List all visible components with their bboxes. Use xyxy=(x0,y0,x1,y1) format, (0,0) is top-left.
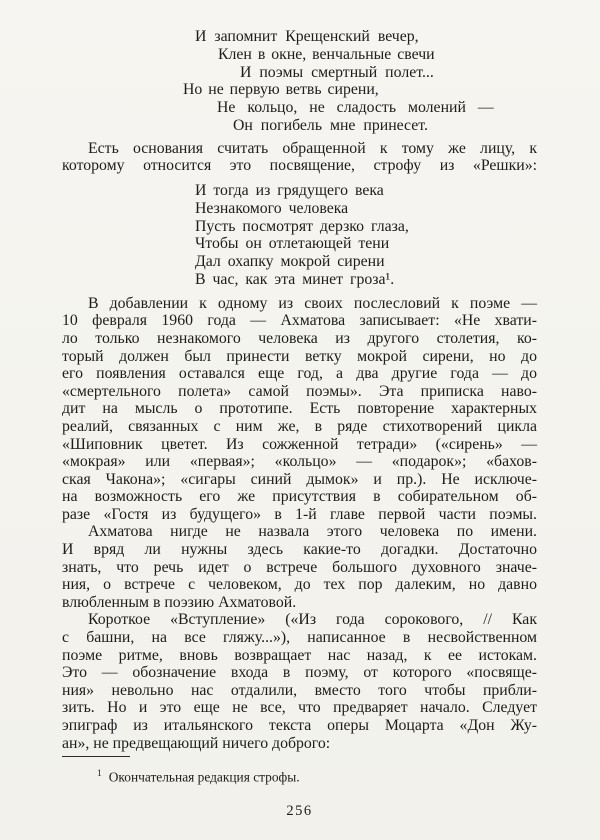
text-line: Но не первую ветвь сирени, xyxy=(183,81,379,99)
paragraph-4 xyxy=(62,611,537,752)
text-line: ан», не предвещающий ничего доброго: xyxy=(62,734,331,752)
text-line: ская Чакона»; «сигары синий дымок» и пр.). Не исключе- xyxy=(62,470,537,488)
text-line: В час, как эта минет гроза¹. xyxy=(195,270,395,288)
text-line: Дал охапку мокрой сирени xyxy=(195,253,385,271)
text-line: Клен в окне, венчальные свечи xyxy=(218,45,435,63)
text-line: его появления оставался еще год, а два другие года — до xyxy=(62,365,537,383)
text-line: разе «Гостя из будущего» в 1-й главе первой части поэмы. xyxy=(62,505,537,523)
text-line: Это — обозначение входа в поэму, от которого «посвяще- xyxy=(62,664,537,682)
paragraph-1 xyxy=(62,140,537,175)
text-line: В добавлении к одному из своих послесловий к поэме — xyxy=(88,294,537,312)
text-line: поэме ритме, вновь возвращает нас назад, к ее истокам. xyxy=(62,646,537,664)
text-line: Пусть посмотрят дерзко глаза, xyxy=(195,217,409,235)
poem-quote-2 xyxy=(195,182,537,289)
text-line: 10 февраля 1960 года — Ахматова записывает: «Не хвати- xyxy=(62,312,537,330)
text-line: реалий, связанных с ним же, в ряде стихотворений цикла xyxy=(62,417,537,435)
text-line: И вряд ли нужны здесь какие-то догадки. Достаточно xyxy=(62,541,537,559)
text-line: зить. Но и это еще не все, что предваряет начало. Следует xyxy=(62,699,537,717)
page-number: 256 xyxy=(286,802,313,819)
paragraph-3 xyxy=(62,523,537,611)
text-line: дит на мысль о прототипе. Есть повторение характерных xyxy=(62,400,537,418)
text-line: ло только незнакомого человека из другого столетия, ко- xyxy=(62,329,537,347)
text-line: эпиграф из итальянского текста оперы Моцарта «Дон Жу- xyxy=(62,717,537,734)
text-line: знать, что речь идет о встрече большого духовного значе- xyxy=(62,558,537,576)
text-line: Есть основания считать обращенной к тому же лицу, к xyxy=(88,139,537,157)
text-line: Незнакомого человека xyxy=(195,199,349,217)
text-line: на возможность его же присутствия в собирательном об- xyxy=(62,488,537,506)
footnote xyxy=(62,766,537,785)
text-line: Чтобы он отлетающей тени xyxy=(195,235,390,253)
text-column xyxy=(62,28,537,820)
text-line: «Шиповник цветет. Из сожженной тетради» («сирень» — xyxy=(62,435,537,453)
text-line: «мокрая» или «первая»; «кольцо» — «подарок»; «бахов- xyxy=(62,453,537,471)
paragraph-2 xyxy=(62,295,537,524)
text-line: «смертельного полета» самой поэмы». Эта приписка наво- xyxy=(62,382,537,400)
text-line: Ахматова нигде не назвала этого человека по имени. xyxy=(88,523,537,541)
text-line: торый должен был принести ветку мокрой сирени, но до xyxy=(62,347,537,365)
text-line: И поэмы смертный полет... xyxy=(240,63,434,81)
footnote-marker: 1 xyxy=(97,769,102,780)
footnote-separator xyxy=(62,756,130,757)
text-line: ния, о встрече с человеком, до тех пор далеким, но давно xyxy=(62,576,537,594)
text-line: Не кольцо, не сладость молений — xyxy=(217,99,494,117)
text-line: И запомнит Крещенский вечер, xyxy=(195,28,419,45)
text-line: ния» невольно нас отдалили, вместо того чтобы прибли- xyxy=(62,681,537,699)
text-line: которому относится это посвящение, строфу из «Решки»: xyxy=(62,157,537,175)
text-line: с башни, на все гляжу...»), написанное в несвойственном xyxy=(62,629,537,647)
text-line: влюбленным в поэзию Ахматовой. xyxy=(62,593,297,611)
poem-quote-1 xyxy=(183,28,537,135)
text-line: Короткое «Вступление» («Из года сорокового, // Как xyxy=(88,611,537,629)
text-line: Он погибель мне принесет. xyxy=(233,116,428,134)
footnote-text: Окончательная редакция строфы. xyxy=(108,769,300,785)
text-line: И тогда из грядущего века xyxy=(195,181,384,199)
